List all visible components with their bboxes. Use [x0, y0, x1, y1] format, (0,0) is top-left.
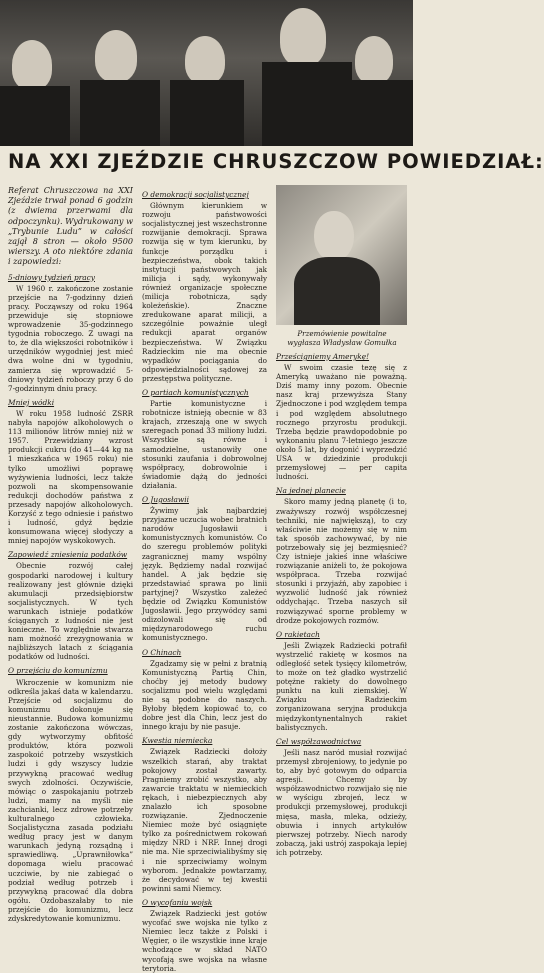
top-photo-delegates — [0, 0, 413, 146]
section-heading: O partiach komunistycznych — [142, 387, 249, 397]
section-heading: O przejściu do komunizmu — [8, 666, 108, 676]
lead-paragraph: Referat Chruszczowa na XXI Zjeździe trwał ponad 6 godzin (z dwiema przerwami dla odpoczynku). Wydrukowany w „Trybunie Ludu” w całości zajął 8 stron — około 9500 wierszy. A oto niektóre zdania i zapowiedzi: — [8, 185, 133, 267]
section-body: Związek Radziecki jest gotów wycofać swe wojska nie tylko z Niemiec lecz także z Polski i Węgier, o ile wszystkie inne kraje wchodzące w skład NATO wycofają swe wojska na własne terytoria. — [142, 909, 267, 973]
section-heading: Kwestia niemiecka — [142, 736, 213, 746]
column-3 — [276, 185, 407, 857]
section-body: Partie komunistyczne i robotnicze istnieją obecnie w 83 krajach, zrzeszają one w swych szeregach ponad 33 miliony ludzi. Wszystkie są równe i samodzielne, ustanowiły one stosunki zaufania i dobrowolnej współpracy, dobrowolnie i świadomie dążą do jedności działania. — [142, 399, 267, 490]
section-body: Zgadzamy się w pełni z bratnią Komunistyczną Partią Chin, choćby jej metody budowy socjalizmu pod wielu względami nie są podobne do naszych. Byłoby błędem kopiować to, co dobre jest dla Chin, lecz jest do innego kraju by nie pasuje. — [142, 658, 267, 732]
section-body: W swoim czasie tezę się z Ameryką uważano nie poważną. Dziś mamy inny pozom. Obecnie nasz kraj przewyższa Stany Zjednoczone i pod względem tempa i pod względem absolutnego rocznego przyrostu produkcji. Trzeba będzie prawdopodobnie po wykonaniu planu 7-letniego jeszcze około 5 lat, by dogonić i wyprzedzić USA w dziedzinie produkcji przemysłowej — per capita ludności. — [276, 363, 407, 482]
section-body: Jeśli nasz naród musiał rozwijać przemysł zbrojeniowy, to jedynie po to, aby być gotowym do odparcia agresji. Chcemy by współzawodnictwo rozwijało się nie w wyścigu zbrojeń, lecz w produkcji przemysłowej, produkcji mięsa, masła, mleka, odzieży, obuwia i innych artykułów pierwszej potrzeby. Niech narody zobaczą, jaki ustrój zaspokaja lepiej ich potrzeby. — [276, 747, 407, 857]
section-body: Żywimy jak najbardziej przyjazne uczucia wobec bratnich narodów Jugosławii i komunistycznych komunistów. Co do szeregu problemów polityki zagranicznej mamy wspólny język. Będziemy nadal rozwijać handel. A jak będzie się przedstawiać sprawa po linii partyjnej? Wszystko zależeć będzie od Związku Komunistów Jugosławii. Jego przywódcy sami odizolowali się od międzynarodowego ruchu komunistycznego. — [142, 506, 267, 643]
section-heading: Zapowiedź zniesienia podatków — [8, 550, 128, 560]
section-body: W roku 1958 ludność ZSRR nabyła napojów alkoholowych o 113 milionów litrów mniej niż w 1957. Przewidziany wzrost produkcji cukru (do 41—44 kg na 1 mieszkańca w 1965 roku) nie tylko umożliwi poprawę wyżywienia ludności, lecz także pozwoli na skompensowanie redukcji dochodów państwa z przesady napojów alkoholowych. Korzyść z tego odniesie i państwo i ludność, gdyż będzie konsumowana więcej słodyczy a mniej napojów wyskokowych. — [8, 408, 133, 546]
section-body: Skoro mamy jedną planetę (i to, zważywszy rozwój współczesnej techniki, nie największą), to czy właściwie nie możemy się w nim tak sposób zachowywać, by nie potrzebowały się jej bezmięsnieć? Czy istnieje jakieś inne właściwe rozwiązanie aniżeli to, że pokojowa współpraca. Trzeba rozwijać stosunki i przyjaźń, aby zapobiec i wyzwolić ludność jak również oddychając. Trzeba naszych sił rozwiązywać sporne problemy w drodze pokojowych rozmów. — [276, 497, 407, 625]
section-heading: O Chinach — [142, 647, 182, 657]
section-heading: Prześcigniemy Amerykę! — [276, 352, 370, 361]
article-headline: NA XXI ZJEŹDZIE CHRUSZCZOW POWIEDZIAŁ: — [8, 150, 544, 173]
column-2 — [142, 185, 267, 973]
section-body: Związek Radziecki dołoży wszelkich starań, aby traktat pokojowy został zawarty. Pragniemy zrobić wszystko, aby zawarcie traktatu w niemieckich rękach, i niebezpiecznych aby znalazło ich sposobne rozwiązanie. Zjednoczenie Niemiec może być osiągnięte tylko za pośrednictwem rokowań między NRD i NRF. Innej drogi nie ma. Nie sprzeciwialibyśmy się i nie sprzeciwiamy wolnym wyborom. Jednakże powtarzamy, że decydować w tej kwestii powinni sami Niemcy. — [142, 747, 267, 893]
photo-caption: Przemówienie powitalne wygłasza Władysław Gomułka — [287, 329, 397, 347]
column-1 — [8, 185, 133, 923]
section-body: Obecnie rozwój całej gospodarki narodowej i kultury realizowany jest głównie dzięki akumulacji przedsiębiorstw socjalistycznych. W tych warunkach istnieje podatków ściąganych z ludności nie jest konieczne. To względnie stwarza nam możność zrezygnowania w najbliższych latach z ściągania podatków od ludności. — [8, 561, 133, 662]
section-body: W 1960 r. zakończone zostanie przejście na 7-godzinny dzień pracy. Począwszy od roku 1964 przewiduje się stopniowe wprowadzenie 35-godzinnego tygodnia roboczego. Z uwagi na to, że dla większości robotników i urzędników wygodniej jest mieć dwa wolne dni w tygodniu, zamierza się wprowadzić 5-dniowy tydzień roboczy przy 6 do 7-godzinnym dniu pracy. — [8, 283, 133, 393]
section-heading: Mniej wódki — [8, 397, 55, 407]
section-body: Jeśli Związek Radziecki potrafił wystrzelić rakietę w kosmos na odległość setek tysięcy kilometrów, to może on też gładko wystrzelić potężne rakiety do dowolnego punktu na kuli ziemskiej. W Związku Radzieckim zorganizowana seryjna produkcja międzykontynentalnych rakiet balistycznych. — [276, 640, 407, 732]
section-heading: Cel współzawodnictwa — [276, 736, 362, 746]
section-heading: O wycofaniu wojsk — [142, 897, 213, 907]
section-heading: 5-dniowy tydzień pracy — [8, 272, 95, 282]
section-heading: O demokracji socjalistycznej — [142, 190, 249, 199]
section-heading: Na jednej planecie — [276, 486, 346, 496]
section-heading: O Jugosławii — [142, 495, 189, 504]
section-heading: O rakietach — [276, 629, 320, 639]
section-body: Głównym kierunkiem w rozwoju państwowości socjalistycznej jest wszechstronne rozwijanie demokracji. Sprawa rozwija się w tym kierunku, by funkcje porządku i bezpieczeństwa, obok takich instytucji państwowych jak milicja i sądy, wykonywały również organizacje społeczne (milicja robotnicza, sądy koleżeńskie). Znaczne zredukowane aparat milicji, a szczególnie poważnie uległ redukcji aparat organów bezpieczeństwa. W Związku Radzieckim nie ma obecnie wypadków pociągania do odpowiedzialności sądowej za przestępstwa polityczne. — [142, 201, 267, 383]
section-body: Wkroczenie w komunizm nie odkreśla jakaś data w kalendarzu. Przejście od socjalizmu do komunizmu dokonuje się nieustannie. Budowa komunizmu zostanie zakończona wówczas, gdy wytworzymy obfitość produktów, która pozwoli zaspokoić potrzeby wszystkich ludzi i gdy wszyscy ludzie przywykną pracować według swych zdolności. Oczywiście, mówiąc o zaspokajaniu potrzeb ludzi, mamy na myśli nie zachcianki, lecz zdrowe potrzeby kulturalnego człowieka. Socjalistyczna zasada podziału według pracy jest w danym warunkach jedyną rozsądną i sprawiedliwą. „Uprawniłowka” dopomaga wielu pracować uczciwie, by nie zabiegać o podział według potrzeb i przywykną pracować dla dobra ogółu. Ozdobaszałaby to nie przejście do komunizmu, lecz zdyskredytowanie komunizmu. — [8, 677, 133, 923]
